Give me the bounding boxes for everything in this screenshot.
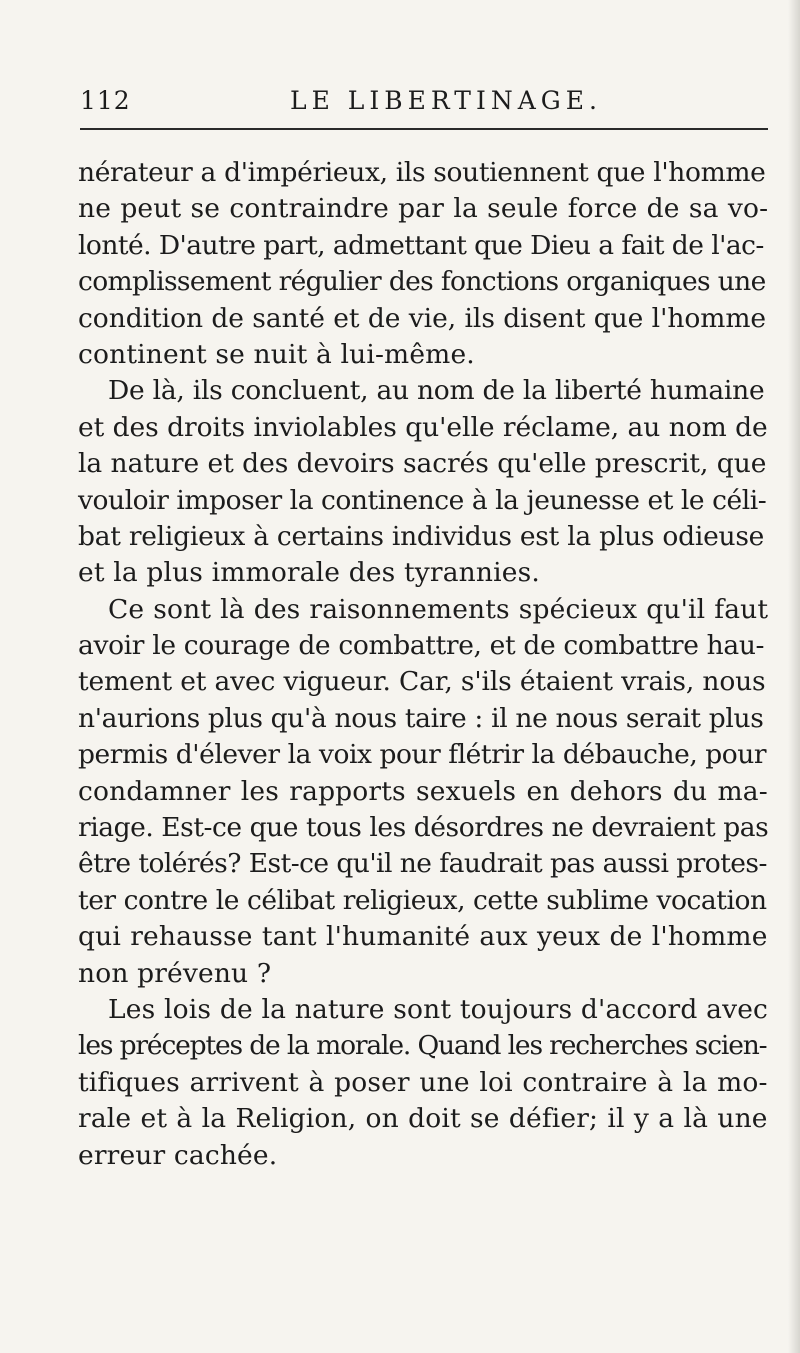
text-line: et des droits inviolables qu'elle réclame, au nom de <box>78 411 768 443</box>
text-line: les préceptes de la morale. Quand les recherches scien- <box>78 1030 767 1062</box>
text-line: ne peut se contraindre par la seule force de sa vo- <box>78 193 769 225</box>
page-number: 112 <box>80 86 131 115</box>
text-line: tifiques arrivent à poser une loi contraire à la mo- <box>78 1066 768 1098</box>
header-rule <box>80 128 768 130</box>
text-line: n'aurions plus qu'à nous taire : il ne nous serait plus <box>78 702 764 734</box>
text-line: tement et avec vigueur. Car, s'ils étaient vrais, nous <box>78 666 766 698</box>
text-line: lonté. D'autre part, admettant que Dieu a fait de l'ac- <box>78 229 764 261</box>
text-line: erreur cachée. <box>78 1139 278 1171</box>
text-line: Les lois de la nature sont toujours d'accord avec <box>108 993 769 1025</box>
text-line: rale et à la Religion, on doit se défier; il y a là une <box>78 1103 768 1135</box>
text-line: permis d'élever la voix pour flétrir la débauche, pour <box>78 739 767 771</box>
text-line: non prévenu ? <box>78 957 272 989</box>
text-line: avoir le courage de combattre, et de combattre hau- <box>78 630 765 662</box>
body-text <box>78 155 778 1174</box>
text-line: condamner les rapports sexuels en dehors du ma- <box>78 775 768 807</box>
text-line: complissement régulier des fonctions organiques une <box>78 266 766 298</box>
text-line: bat religieux à certains individus est la plus odieuse <box>78 520 765 552</box>
text-line: la nature et des devoirs sacrés qu'elle prescrit, que <box>78 448 767 480</box>
text-line: et la plus immorale des tyrannies. <box>78 557 540 589</box>
page-header <box>80 86 768 126</box>
text-line: Ce sont là des raisonnements spécieux qu'il faut <box>108 593 769 625</box>
running-title: LE LIBERTINAGE. <box>290 86 602 115</box>
text-line: être tolérés? Est-ce qu'il ne faudrait pas aussi protes- <box>78 848 767 880</box>
text-line: continent se nuit à lui-même. <box>78 338 475 370</box>
text-line: qui rehausse tant l'humanité aux yeux de l'homme <box>78 921 768 953</box>
text-line: ter contre le célibat religieux, cette sublime vocation <box>78 884 767 916</box>
text-line: nérateur a d'impérieux, ils soutiennent que l'homme <box>78 157 766 188</box>
text-line: vouloir imposer la continence à la jeunesse et le céli- <box>78 484 767 516</box>
page-edge-shadow <box>788 0 800 1353</box>
text-line: riage. Est-ce que tous les désordres ne devraient pas <box>78 812 769 844</box>
text-line: condition de santé et de vie, ils disent que l'homme <box>78 302 767 334</box>
text-line: De là, ils concluent, au nom de la liberté humaine <box>108 375 765 407</box>
